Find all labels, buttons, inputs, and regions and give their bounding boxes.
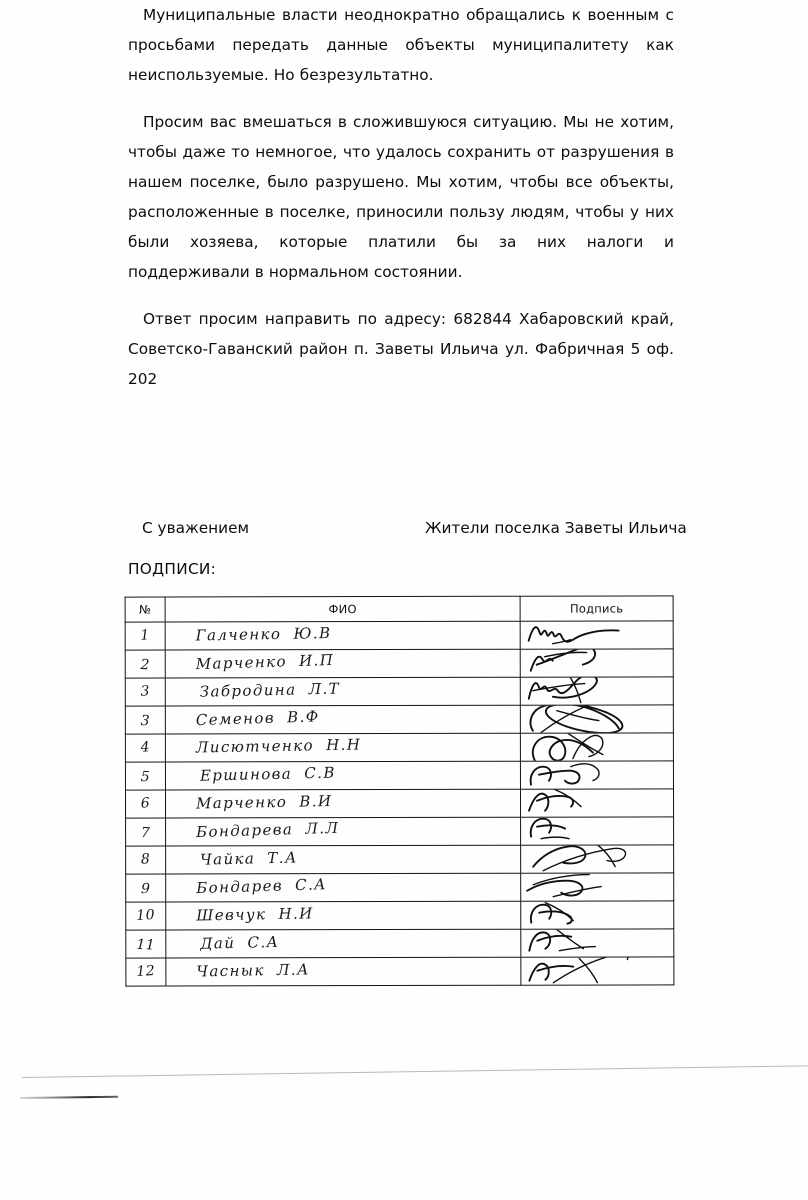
handwritten-signature-mark [523, 705, 673, 733]
handwritten-signature-mark [523, 789, 673, 817]
row-number: 12 [136, 962, 156, 980]
handwritten-signature-mark [523, 873, 673, 901]
signer-name-cell [166, 901, 521, 930]
column-header-name: ФИО [165, 596, 520, 622]
signer-name-cell [165, 705, 520, 734]
signer-name-cell [165, 649, 520, 678]
table-row [126, 873, 674, 902]
row-number: 9 [140, 880, 151, 897]
signature-cell [520, 705, 673, 733]
table-row [125, 621, 673, 650]
handwritten-signature-mark [523, 677, 673, 705]
row-number-cell [126, 846, 166, 874]
row-number: 8 [140, 850, 151, 868]
signer-name: Часнык Л.А [196, 959, 310, 980]
signature-cell [521, 845, 674, 873]
signature-cell [520, 733, 673, 761]
signer-name-cell [166, 929, 521, 958]
signer-name: Бондарев С.А [195, 874, 328, 897]
signer-name-cell [165, 761, 520, 790]
signature-cell [520, 761, 673, 789]
handwritten-signature-mark [523, 845, 673, 873]
signer-name: Шевчук Н.И [196, 903, 314, 924]
signature-cell [520, 649, 673, 677]
table-row [125, 761, 673, 790]
handwritten-signature-mark [523, 929, 673, 957]
row-number-cell [126, 958, 166, 986]
row-number-cell [125, 678, 165, 706]
signature-table-body [125, 621, 674, 986]
signature-table [125, 595, 675, 986]
handwritten-signature-mark [523, 761, 673, 789]
closing-line [128, 516, 688, 540]
table-row [126, 817, 674, 846]
row-number-cell [126, 930, 166, 958]
handwritten-signature-mark [523, 901, 673, 929]
row-number: 6 [140, 794, 151, 812]
row-number: 11 [136, 936, 156, 954]
signer-name-cell [166, 817, 521, 846]
signer-name: Чайка Т.А [199, 847, 298, 869]
signer-name-cell [166, 845, 521, 874]
closing-respect: С уважением [142, 519, 250, 537]
signature-cell [521, 817, 674, 845]
signature-cell [521, 929, 674, 957]
row-number-cell [125, 622, 165, 650]
handwritten-signature-mark [523, 733, 673, 761]
scan-artifact-smudge [20, 1096, 118, 1099]
signer-name: Ершинова С.В [199, 763, 336, 785]
table-row [125, 677, 673, 706]
row-number: 3 [140, 682, 151, 700]
signature-cell [521, 957, 674, 985]
row-number-cell [126, 902, 166, 930]
handwritten-signature-mark [523, 817, 673, 845]
table-row [126, 845, 674, 874]
table-row [125, 705, 673, 734]
row-number-cell [125, 706, 165, 734]
handwritten-signature-mark [523, 957, 673, 985]
paragraph-3: Ответ просим направить по адресу: 682844 Хабаровский край, Советско-Гаванский район п. Заветы Ильича ул. Фабричная 5 оф. 202 [128, 310, 674, 388]
row-number: 7 [140, 824, 151, 841]
row-number-cell [125, 790, 165, 818]
closing-signers: Жители поселка Заветы Ильича [425, 519, 687, 537]
row-number: 1 [139, 626, 151, 644]
signature-cell [520, 677, 673, 705]
signer-name-cell [165, 733, 520, 762]
row-number: 10 [135, 906, 156, 924]
paragraph-2: Просим вас вмешаться в сложившуюся ситуацию. Мы не хотим, чтобы даже то немногое, что удалось сохранить от разрушения в нашем поселке, было разрушено. Мы хотим, чтобы все объекты, расположенные в поселке, приносили пользу людям, чтобы у них были хозяева, которые платили бы за них налоги и поддерживали в нормальном состоянии. [128, 113, 674, 281]
signer-name: Семенов В.Ф [195, 706, 320, 729]
row-number-cell [125, 650, 165, 678]
signature-cell [521, 873, 674, 901]
column-header-number: № [125, 597, 165, 622]
table-header-row [125, 596, 673, 622]
table-row [125, 733, 673, 762]
handwritten-signature-mark [523, 649, 673, 677]
signature-cell [521, 901, 674, 929]
row-number: 5 [140, 768, 151, 785]
table-row [126, 957, 674, 986]
row-number: 4 [140, 738, 151, 756]
signer-name: Лисютченко Н.Н [195, 735, 362, 756]
column-header-signature: Подпись [520, 596, 673, 621]
row-number: 2 [140, 656, 151, 673]
row-number-cell [126, 818, 166, 846]
signature-cell [520, 789, 673, 817]
paragraph-1: Муниципальные власти неоднократно обращались к военным с просьбами передать данные объекты муниципалитету как неиспользуемые. Но безрезультатно. [128, 6, 674, 84]
scan-artifact-line [22, 1065, 808, 1078]
table-row [125, 789, 673, 818]
signature-table-head [125, 596, 673, 622]
signer-name: Марченко В.И [195, 791, 333, 812]
table-row [126, 929, 674, 958]
signer-name: Галченко Ю.В [195, 623, 332, 644]
signer-name-cell [165, 677, 520, 706]
signer-name-cell [166, 873, 521, 902]
row-number-cell [125, 734, 165, 762]
handwritten-signature-mark [523, 621, 673, 649]
signer-name: Марченко И.П [195, 650, 335, 673]
signer-name-cell [165, 621, 520, 650]
letter-body [128, 0, 674, 394]
signer-name: Дай С.А [200, 932, 280, 953]
signer-name-cell [166, 957, 521, 986]
row-number: 3 [140, 712, 151, 729]
signature-table-container [125, 596, 673, 986]
signature-cell [520, 621, 673, 649]
signer-name-cell [165, 789, 520, 818]
row-number-cell [126, 874, 166, 902]
table-row [125, 649, 673, 678]
signer-name: Забродина Л.Т [199, 678, 341, 701]
row-number-cell [125, 762, 165, 790]
signatures-label: ПОДПИСИ: [128, 560, 217, 578]
signer-name: Бондарева Л.Л [195, 818, 340, 841]
table-row [126, 901, 674, 930]
